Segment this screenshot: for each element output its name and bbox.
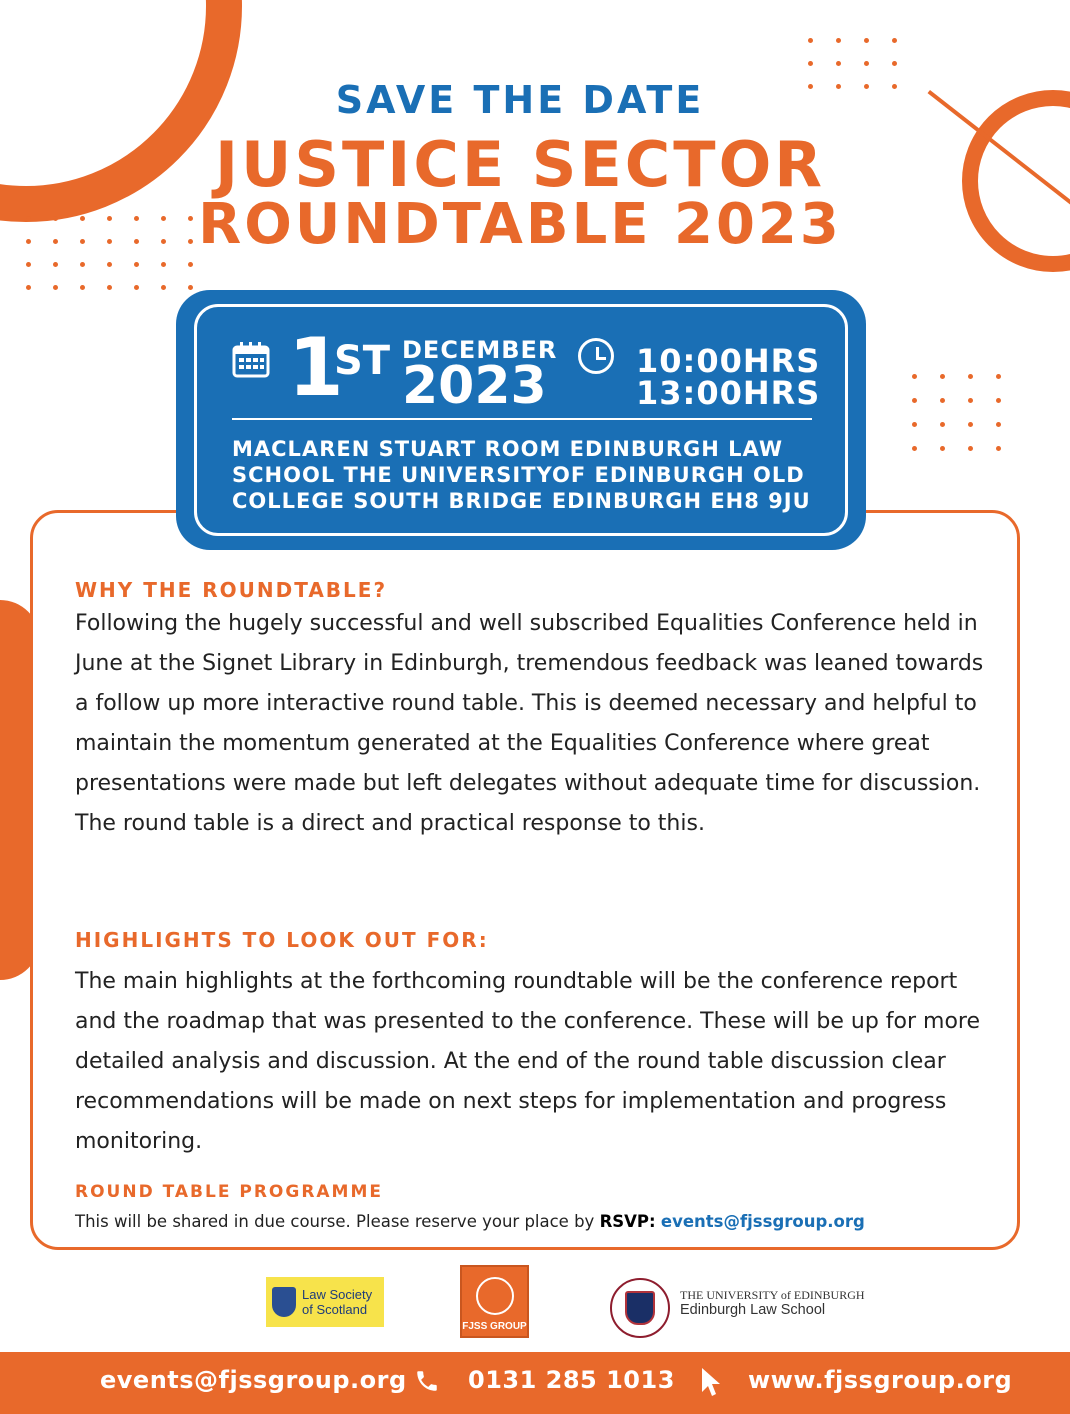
event-venue xyxy=(232,436,832,514)
rsvp-label: RSVP: xyxy=(599,1212,656,1231)
event-year: 2023 xyxy=(402,356,547,416)
event-month: DECEMBER xyxy=(402,336,558,364)
university-crest xyxy=(610,1278,670,1338)
event-end-time: 13:00HRS xyxy=(636,374,821,412)
event-title-line1: JUSTICE SECTOR xyxy=(214,128,826,201)
why-paragraph: Following the hugely successful and well subscribed Equalities Conference held in June at the Signet Library in Edinburgh, tremendous feedback was leaned towards a follow up more interactive round table. This is deemed necessary and helpful to maintain the momentum generated at the Equalities Conference where great presentations were made but left delegates without adequate time for discussion. The round table is a direct and practical response to this. xyxy=(75,611,984,836)
event-start-time: 10:00HRS xyxy=(636,342,821,380)
fjss-group-logo xyxy=(460,1265,529,1338)
rsvp-email-link[interactable]: events@fjssgroup.org xyxy=(660,1212,865,1231)
programme-heading: ROUND TABLE PROGRAMME xyxy=(75,1182,384,1202)
details-divider xyxy=(232,418,812,420)
phone-icon xyxy=(414,1368,440,1394)
programme-text xyxy=(75,1212,1005,1231)
fjss-logo-text: FJSS GROUP xyxy=(462,1321,527,1332)
footer-phone[interactable]: 0131 285 1013 xyxy=(468,1366,675,1394)
fjss-emblem-icon xyxy=(476,1277,514,1315)
event-day: 1 xyxy=(288,321,344,414)
law-society-logo xyxy=(266,1277,384,1327)
footer-email-link[interactable]: events@fjssgroup.org xyxy=(100,1366,407,1394)
law-society-name xyxy=(302,1287,372,1317)
decorative-dots-right xyxy=(912,374,1001,451)
law-school-name: Edinburgh Law School xyxy=(680,1302,826,1318)
event-day-suffix: ST xyxy=(334,338,391,384)
highlights-paragraph: The main highlights at the forthcoming roundtable will be the conference report and the roadmap that was presented to the conference. These will be up for more detailed analysis and discussion. At the end of the round table discussion clear recommendations will be made on next steps for implementation and progress monitoring. xyxy=(75,969,981,1154)
programme-note: This will be shared in due course. Please reserve your place by xyxy=(75,1212,600,1231)
venue-line: COLLEGE SOUTH BRIDGE EDINBURGH EH8 9JU xyxy=(232,489,811,513)
law-society-line: of Scotland xyxy=(302,1302,368,1317)
crest-icon xyxy=(625,1291,655,1325)
venue-line: SCHOOL THE UNIVERSITYOF EDINBURGH OLD xyxy=(232,463,805,487)
venue-line: MACLAREN STUART ROOM EDINBURGH LAW xyxy=(232,437,784,461)
shield-icon xyxy=(272,1287,296,1317)
event-details-box xyxy=(176,290,866,550)
calendar-icon xyxy=(232,342,270,378)
event-title-line2: ROUNDTABLE 2023 xyxy=(198,192,842,257)
why-heading: WHY THE ROUNDTABLE? xyxy=(75,578,388,602)
highlights-heading: HIGHLIGHTS TO LOOK OUT FOR: xyxy=(75,928,489,952)
clock-icon xyxy=(578,338,614,374)
footer-bar xyxy=(0,1352,1070,1414)
law-society-line: Law Society xyxy=(302,1287,373,1302)
university-name: THE UNIVERSITY of EDINBURGH xyxy=(680,1288,865,1302)
cursor-icon xyxy=(700,1366,722,1398)
save-the-date-heading: SAVE THE DATE xyxy=(335,78,705,122)
footer-website-link[interactable]: www.fjssgroup.org xyxy=(748,1366,1013,1394)
